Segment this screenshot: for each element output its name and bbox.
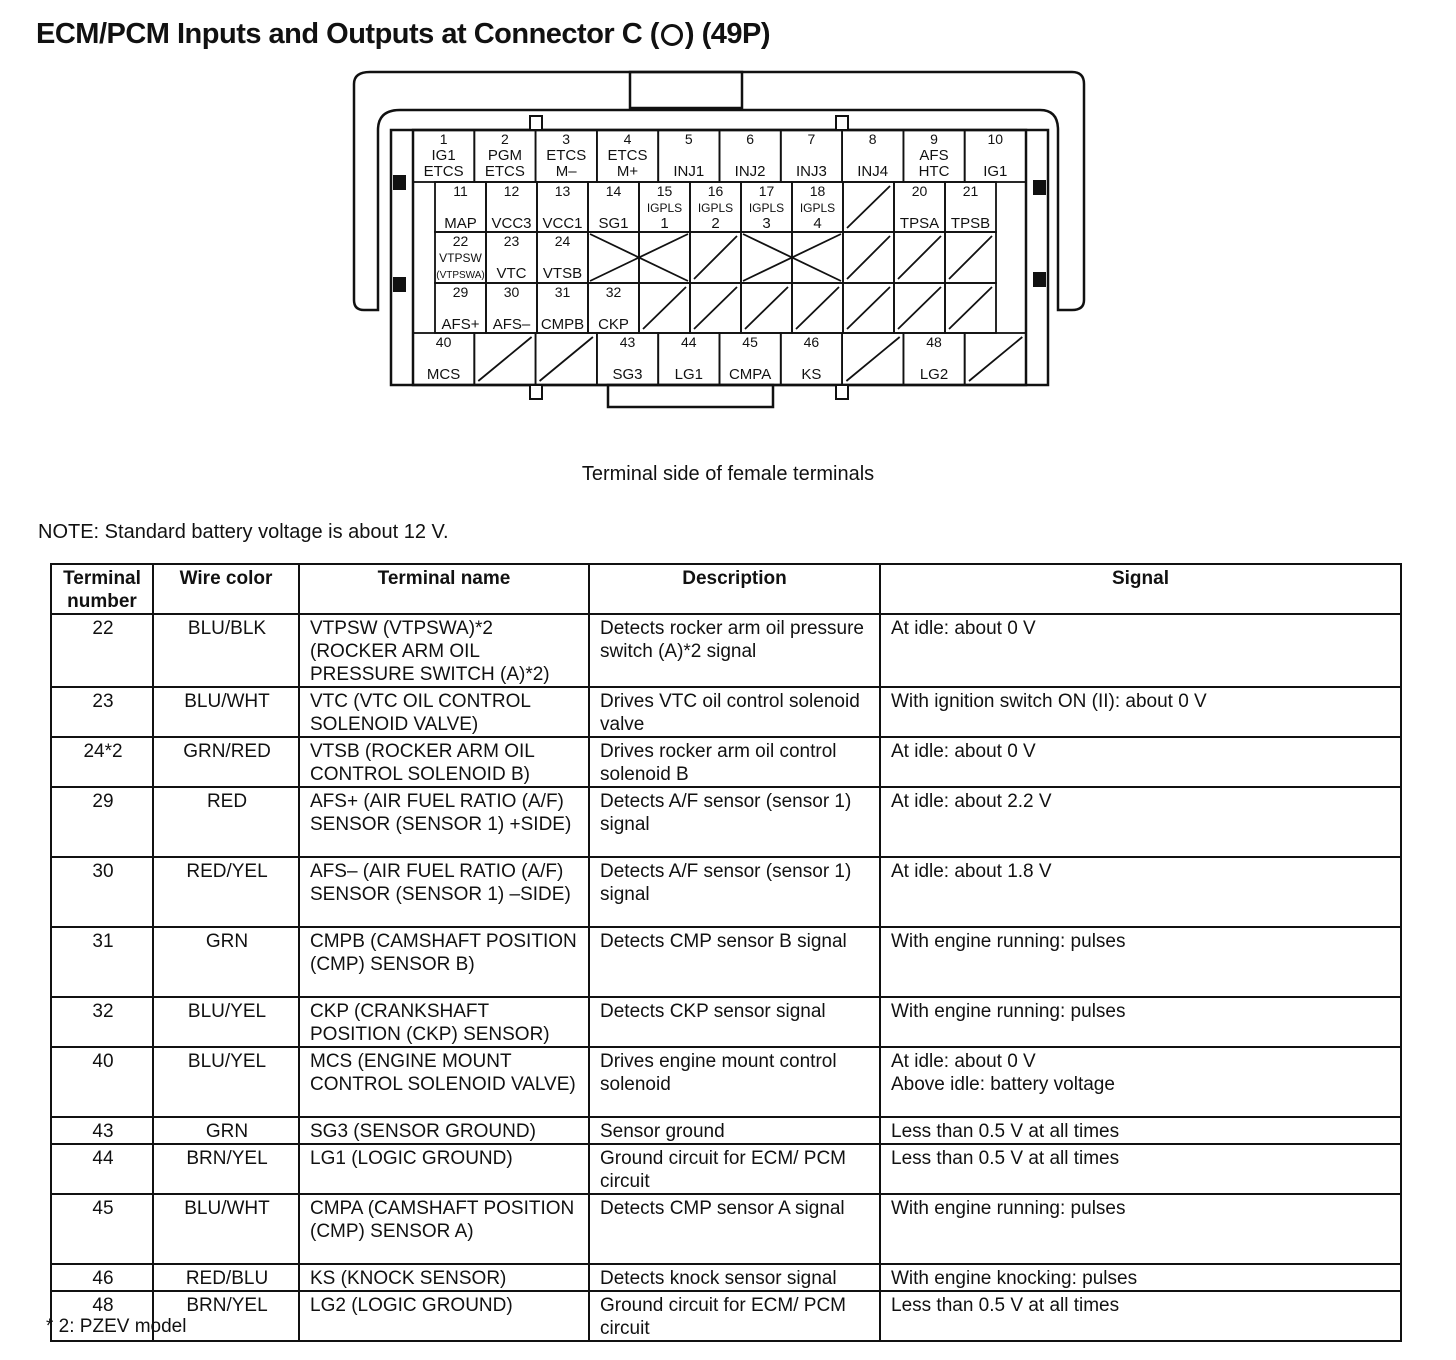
io-table [50, 563, 1402, 1342]
table-row [51, 1291, 1401, 1341]
connector-line [949, 287, 992, 329]
table-row [51, 857, 1401, 927]
table-row [51, 927, 1401, 997]
terminal-label: 29 [452, 284, 469, 300]
connector-line [796, 287, 839, 329]
terminal-name-cell: VTPSW (VTPSWA)*2 (ROCKER ARM OIL PRESSURE SWITCH (A)*2) [299, 614, 589, 687]
connector-line [846, 337, 899, 381]
table-row [51, 1144, 1401, 1194]
terminal-label: PGM [487, 147, 522, 164]
wire-color-cell: BLU/YEL [153, 997, 299, 1047]
terminal-name-cell: SG3 (SENSOR GROUND) [299, 1117, 589, 1144]
wire-color-cell: BLU/YEL [153, 1047, 299, 1117]
terminal-label: 14 [605, 183, 622, 199]
header-wire-color: Wire color [153, 564, 299, 614]
terminal-label: 7 [807, 131, 816, 147]
signal-cell: With engine knocking: pulses [880, 1264, 1401, 1291]
terminal-name-cell: CKP (CRANKSHAFT POSITION (CKP) SENSOR) [299, 997, 589, 1047]
description-cell: Detects rocker arm oil pressure switch (A)*2 signal [589, 614, 880, 687]
table-row [51, 737, 1401, 787]
terminal-label: LG1 [674, 366, 703, 383]
description-cell: Detects CKP sensor signal [589, 997, 880, 1047]
terminal-label: 13 [554, 183, 571, 199]
terminal-label: MCS [426, 366, 461, 383]
signal-cell: With engine running: pulses [880, 997, 1401, 1047]
table-header-row [51, 564, 1401, 614]
terminal-label: ETCS [607, 147, 648, 164]
terminal-label: 10 [987, 131, 1004, 147]
connector-line [949, 236, 992, 279]
terminal-label: 2 [711, 215, 720, 232]
terminal-label: 11 [453, 183, 468, 199]
connector-line [478, 337, 531, 381]
connector-line [847, 186, 890, 228]
terminal-label: ETCS [423, 163, 464, 180]
wire-color-cell: BRN/YEL [153, 1291, 299, 1341]
terminal-label: 4 [813, 215, 822, 232]
connector-line [694, 236, 737, 279]
terminal-label: VCC3 [491, 215, 532, 232]
terminal-label: 8 [868, 131, 877, 147]
terminal-label: 44 [681, 334, 697, 350]
terminal-label: IG1 [431, 147, 456, 164]
connector-diagram [0, 0, 1456, 450]
wire-color-cell: RED/BLU [153, 1264, 299, 1291]
table-row [51, 787, 1401, 857]
signal-cell: At idle: about 1.8 V [880, 857, 1401, 927]
terminal-label: 16 [707, 183, 724, 199]
terminal-label: INJ4 [857, 163, 889, 180]
wire-color-cell: BLU/BLK [153, 614, 299, 687]
wire-color-cell: GRN [153, 927, 299, 997]
terminal-number-cell: 48 [51, 1291, 153, 1341]
terminal-label: 22 [452, 233, 469, 249]
signal-cell: With engine running: pulses [880, 927, 1401, 997]
terminal-number-cell: 23 [51, 687, 153, 737]
terminal-label: IG1 [983, 163, 1008, 180]
terminal-cell [792, 232, 843, 283]
note-text: NOTE: Standard battery voltage is about 12 V. [38, 521, 449, 543]
connector-line [643, 287, 686, 329]
terminal-label: M+ [616, 163, 639, 180]
wire-color-cell: GRN [153, 1117, 299, 1144]
terminal-label: M– [555, 163, 577, 180]
terminal-label: IGPLS [697, 201, 734, 215]
terminal-label: 40 [435, 334, 452, 350]
signal-cell: At idle: about 0 V [880, 614, 1401, 687]
terminal-label: 5 [684, 131, 693, 147]
terminal-label: CKP [598, 316, 629, 333]
description-cell: Detects CMP sensor B signal [589, 927, 880, 997]
terminal-number-cell: 40 [51, 1047, 153, 1117]
signal-cell: At idle: about 0 V [880, 737, 1401, 787]
table-row [51, 1117, 1401, 1144]
description-cell: Detects knock sensor signal [589, 1264, 880, 1291]
terminal-label: AFS– [492, 316, 531, 333]
terminal-label: 18 [809, 183, 826, 199]
wire-color-cell: BLU/WHT [153, 1194, 299, 1264]
signal-cell: Less than 0.5 V at all times [880, 1144, 1401, 1194]
terminal-label: VTPSW [439, 251, 482, 265]
terminal-label: 45 [742, 334, 758, 350]
footnote: * 2: PZEV model [46, 1316, 187, 1337]
terminal-label: 1 [660, 215, 669, 232]
terminal-number-cell: 44 [51, 1144, 153, 1194]
description-cell: Detects A/F sensor (sensor 1) signal [589, 787, 880, 857]
terminal-number-cell: 46 [51, 1264, 153, 1291]
terminal-number-cell: 31 [51, 927, 153, 997]
terminal-label: 6 [746, 131, 754, 147]
terminal-label: ETCS [546, 147, 587, 164]
description-cell: Ground circuit for ECM/ PCM circuit [589, 1291, 880, 1341]
terminal-label: 23 [503, 233, 520, 249]
header-description: Description [589, 564, 880, 614]
terminal-label: 32 [605, 284, 622, 300]
terminal-label: TPSB [950, 215, 991, 232]
terminal-label: AFS [919, 147, 949, 164]
terminal-label: 3 [562, 131, 571, 147]
terminal-name-cell: KS (KNOCK SENSOR) [299, 1264, 589, 1291]
signal-cell: With engine running: pulses [880, 1194, 1401, 1264]
terminal-label: INJ1 [673, 163, 705, 180]
terminal-number-cell: 29 [51, 787, 153, 857]
description-cell: Detects A/F sensor (sensor 1) signal [589, 857, 880, 927]
terminal-name-cell: VTC (VTC OIL CONTROL SOLENOID VALVE) [299, 687, 589, 737]
terminal-name-cell: VTSB (ROCKER ARM OIL CONTROL SOLENOID B) [299, 737, 589, 787]
connector-line [847, 287, 890, 329]
terminal-cell [639, 232, 690, 283]
wire-color-cell: RED/YEL [153, 857, 299, 927]
wire-color-cell: GRN/RED [153, 737, 299, 787]
terminal-cell [588, 232, 639, 283]
connector-line [898, 236, 941, 279]
table-row [51, 1194, 1401, 1264]
terminal-label: VCC1 [542, 215, 583, 232]
description-cell: Ground circuit for ECM/ PCM circuit [589, 1144, 880, 1194]
terminal-label: SG3 [612, 366, 643, 383]
terminal-name-cell: CMPA (CAMSHAFT POSITION (CMP) SENSOR A) [299, 1194, 589, 1264]
terminal-name-cell: AFS+ (AIR FUEL RATIO (A/F) SENSOR (SENSOR 1) +SIDE) [299, 787, 589, 857]
table-row [51, 997, 1401, 1047]
terminal-label: LG2 [919, 366, 949, 383]
table-row [51, 1047, 1401, 1117]
signal-cell: At idle: about 0 V Above idle: battery voltage [880, 1047, 1401, 1117]
terminal-label: IGPLS [799, 201, 836, 215]
header-signal: Signal [880, 564, 1401, 614]
wire-color-cell: BRN/YEL [153, 1144, 299, 1194]
connector-line [540, 337, 593, 381]
terminal-label: 31 [554, 284, 571, 300]
terminal-label: 48 [926, 334, 942, 350]
description-cell: Drives rocker arm oil control solenoid B [589, 737, 880, 787]
terminal-label: VTC [496, 265, 527, 282]
terminal-number-cell: 22 [51, 614, 153, 687]
terminal-label: (VTPSWA) [436, 270, 485, 281]
signal-cell: At idle: about 2.2 V [880, 787, 1401, 857]
terminal-label: 21 [962, 183, 979, 199]
wire-color-cell: RED [153, 787, 299, 857]
terminal-name-cell: AFS– (AIR FUEL RATIO (A/F) SENSOR (SENSOR 1) –SIDE) [299, 857, 589, 927]
terminal-number-cell: 24*2 [51, 737, 153, 787]
terminal-label: HTC [918, 163, 950, 180]
description-cell: Sensor ground [589, 1117, 880, 1144]
terminal-label: 17 [758, 183, 775, 199]
table-row [51, 1264, 1401, 1291]
terminal-label: INJ2 [734, 163, 766, 180]
header-terminal-name: Terminal name [299, 564, 589, 614]
terminal-name-cell: MCS (ENGINE MOUNT CONTROL SOLENOID VALVE) [299, 1047, 589, 1117]
terminal-label: SG1 [598, 215, 629, 232]
connector-line [898, 287, 941, 329]
terminal-cell [741, 232, 792, 283]
signal-cell: With ignition switch ON (II): about 0 V [880, 687, 1401, 737]
terminal-label: CMPA [728, 366, 772, 383]
terminal-label: 43 [619, 334, 636, 350]
page-title: ECM/PCM Inputs and Outputs at Connector C ( ) (49P) [36, 18, 771, 50]
terminal-label: 15 [656, 183, 673, 199]
terminal-name-cell: LG2 (LOGIC GROUND) [299, 1291, 589, 1341]
terminal-number-cell: 43 [51, 1117, 153, 1144]
terminal-label: 46 [803, 334, 820, 350]
terminal-label: IGPLS [646, 201, 683, 215]
diagram-caption: Terminal side of female terminals [581, 463, 875, 485]
terminal-label: IGPLS [748, 201, 785, 215]
terminal-label: 3 [762, 215, 771, 232]
terminal-number-cell: 30 [51, 857, 153, 927]
terminal-label: 2 [501, 131, 509, 147]
description-cell: Drives VTC oil control solenoid valve [589, 687, 880, 737]
terminal-label: 1 [439, 131, 448, 147]
terminal-label: KS [801, 366, 822, 383]
terminal-label: 24 [554, 233, 571, 249]
terminal-label: ETCS [484, 163, 525, 180]
terminal-number-cell: 32 [51, 997, 153, 1047]
terminal-label: CMPB [540, 316, 585, 333]
terminal-name-cell: CMPB (CAMSHAFT POSITION (CMP) SENSOR B) [299, 927, 589, 997]
terminal-label: AFS+ [441, 316, 480, 333]
description-cell: Detects CMP sensor A signal [589, 1194, 880, 1264]
signal-cell: Less than 0.5 V at all times [880, 1291, 1401, 1341]
terminal-label: VTSB [542, 265, 583, 282]
connector-line [694, 287, 737, 329]
terminal-label: 12 [503, 183, 520, 199]
wire-color-cell: BLU/WHT [153, 687, 299, 737]
terminal-number-cell: 45 [51, 1194, 153, 1264]
terminal-label: 9 [930, 131, 938, 147]
table-row [51, 687, 1401, 737]
connector-line [969, 337, 1022, 381]
terminal-label: 30 [503, 284, 520, 300]
description-cell: Drives engine mount control solenoid [589, 1047, 880, 1117]
terminal-label: INJ3 [795, 163, 827, 180]
terminal-label: 20 [911, 183, 928, 199]
terminal-name-cell: LG1 (LOGIC GROUND) [299, 1144, 589, 1194]
connector-line [847, 236, 890, 279]
terminal-label: MAP [444, 215, 477, 232]
connector-line [745, 287, 788, 329]
signal-cell: Less than 0.5 V at all times [880, 1117, 1401, 1144]
header-terminal-number: Terminal number [51, 564, 153, 614]
terminal-label: 4 [623, 131, 632, 147]
terminal-label: TPSA [899, 215, 940, 232]
table-row [51, 614, 1401, 687]
